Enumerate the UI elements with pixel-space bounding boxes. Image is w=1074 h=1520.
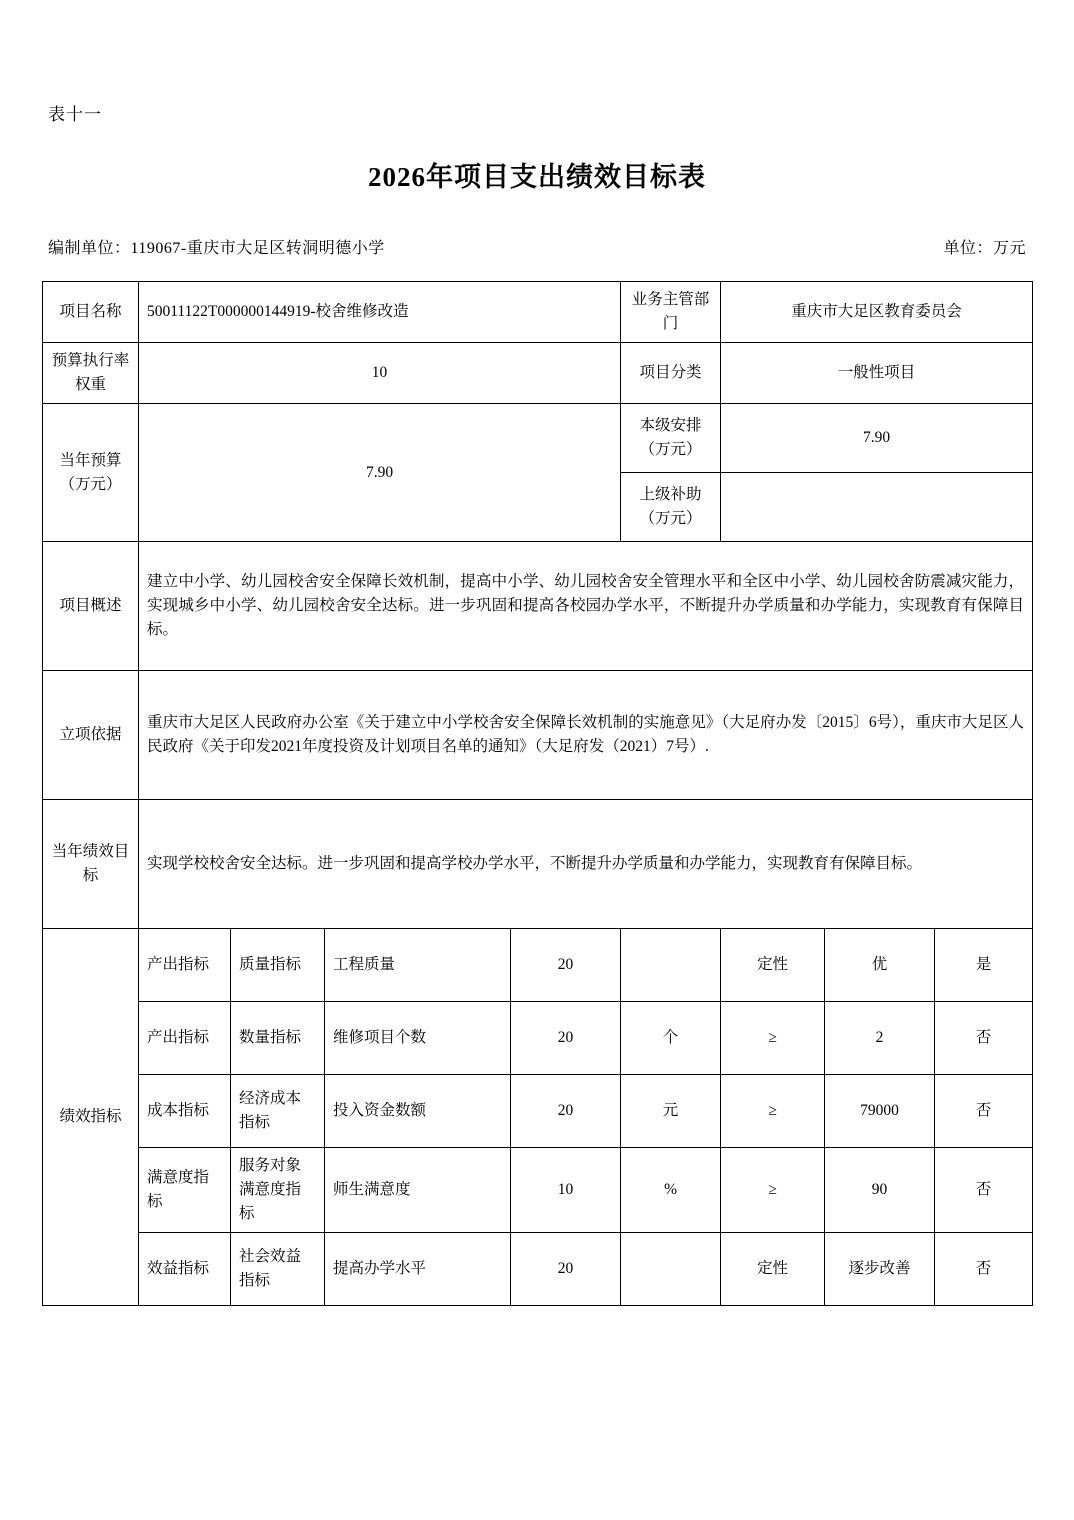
indicator-type: 满意度指标	[139, 1148, 231, 1233]
indicator-flag: 否	[935, 1002, 1033, 1075]
indicator-qualitative: 定性	[721, 929, 825, 1002]
table-row	[43, 929, 1033, 1002]
overview-value: 建立中小学、幼儿园校舍安全保障长效机制，提高中小学、幼儿园校舍安全管理水平和全区中小学、幼儿园校舍防震减灾能力，实现城乡中小学、幼儿园校舍安全达标。进一步巩固和提高各校园办学水平，不断提升办学质量和办学能力，实现教育有保障目标。	[139, 542, 1033, 671]
indicator-sign: ≥	[721, 1075, 825, 1148]
superior-subsidy-value	[721, 473, 1033, 542]
table-row	[43, 671, 1033, 800]
indicator-weight: 20	[511, 1002, 621, 1075]
indicator-name: 投入资金数额	[325, 1075, 511, 1148]
amount-unit: 单位：万元	[943, 240, 1026, 257]
indicator-name: 维修项目个数	[325, 1002, 511, 1075]
superior-subsidy-label: 上级补助（万元）	[621, 473, 721, 542]
indicator-type: 成本指标	[139, 1075, 231, 1148]
category-label: 项目分类	[621, 343, 721, 404]
indicator-type: 产出指标	[139, 1002, 231, 1075]
indicator-name: 师生满意度	[325, 1148, 511, 1233]
compiling-unit-label: 编制单位：	[48, 240, 131, 257]
performance-target-table	[42, 281, 1033, 1306]
indicator-flag: 否	[935, 1233, 1033, 1306]
basis-value: 重庆市大足区人民政府办公室《关于建立中小学校舍安全保障长效机制的实施意见》（大足府办发〔2015〕6号），重庆市大足区人民政府《关于印发2021年度投资及计划项目名单的通知》（大足府发（2021）7号）.	[139, 671, 1033, 800]
budget-value: 7.90	[139, 404, 621, 542]
indicator-qualitative: 定性	[721, 1233, 825, 1306]
table-row	[43, 1075, 1033, 1148]
goal-value: 实现学校校舍安全达标。进一步巩固和提高学校办学水平，不断提升办学质量和办学能力，实现教育有保障目标。	[139, 800, 1033, 929]
indicator-weight: 10	[511, 1148, 621, 1233]
indicator-flag: 否	[935, 1075, 1033, 1148]
budget-label: 当年预算（万元）	[43, 404, 139, 542]
table-row	[43, 542, 1033, 671]
dept-label: 业务主管部门	[621, 282, 721, 343]
exec-rate-label: 预算执行率权重	[43, 343, 139, 404]
dept-value: 重庆市大足区教育委员会	[721, 282, 1033, 343]
table-row	[43, 1233, 1033, 1306]
indicator-subtype: 服务对象满意度指标	[231, 1148, 325, 1233]
project-name-value: 50011122T000000144919-校舍维修改造	[139, 282, 621, 343]
indicator-name: 工程质量	[325, 929, 511, 1002]
indicator-type: 产出指标	[139, 929, 231, 1002]
indicator-value: 优	[825, 929, 935, 1002]
indicator-weight: 20	[511, 929, 621, 1002]
compiling-unit	[48, 235, 385, 258]
indicator-weight: 20	[511, 1233, 621, 1306]
indicator-flag: 是	[935, 929, 1033, 1002]
sheet-label: 表十一	[48, 105, 102, 124]
project-name-label: 项目名称	[43, 282, 139, 343]
table-row	[43, 1002, 1033, 1075]
meta-row	[48, 235, 1026, 258]
table-row	[43, 404, 1033, 473]
indicator-sign: ≥	[721, 1002, 825, 1075]
indicator-flag: 否	[935, 1148, 1033, 1233]
page-title: 2026年项目支出绩效目标表	[368, 162, 706, 192]
category-value: 一般性项目	[721, 343, 1033, 404]
goal-label: 当年绩效目标	[43, 800, 139, 929]
indicator-unit	[621, 929, 721, 1002]
indicator-unit	[621, 1233, 721, 1306]
local-arrangement-label: 本级安排（万元）	[621, 404, 721, 473]
indicator-unit: %	[621, 1148, 721, 1233]
indicator-value: 逐步改善	[825, 1233, 935, 1306]
table-row	[43, 343, 1033, 404]
indicator-subtype: 质量指标	[231, 929, 325, 1002]
indicator-type: 效益指标	[139, 1233, 231, 1306]
indicator-sign: ≥	[721, 1148, 825, 1233]
compiling-unit-value: 119067-重庆市大足区转洞明德小学	[130, 240, 385, 257]
indicator-subtype: 数量指标	[231, 1002, 325, 1075]
indicator-unit: 个	[621, 1002, 721, 1075]
table-row	[43, 800, 1033, 929]
indicator-subtype: 社会效益指标	[231, 1233, 325, 1306]
exec-rate-value: 10	[139, 343, 621, 404]
indicator-value: 2	[825, 1002, 935, 1075]
indicator-subtype: 经济成本指标	[231, 1075, 325, 1148]
local-arrangement-value: 7.90	[721, 404, 1033, 473]
indicators-label: 绩效指标	[43, 929, 139, 1306]
indicator-unit: 元	[621, 1075, 721, 1148]
indicator-value: 79000	[825, 1075, 935, 1148]
indicator-name: 提高办学水平	[325, 1233, 511, 1306]
table-row	[43, 282, 1033, 343]
overview-label: 项目概述	[43, 542, 139, 671]
indicator-weight: 20	[511, 1075, 621, 1148]
basis-label: 立项依据	[43, 671, 139, 800]
indicator-value: 90	[825, 1148, 935, 1233]
table-row	[43, 1148, 1033, 1233]
